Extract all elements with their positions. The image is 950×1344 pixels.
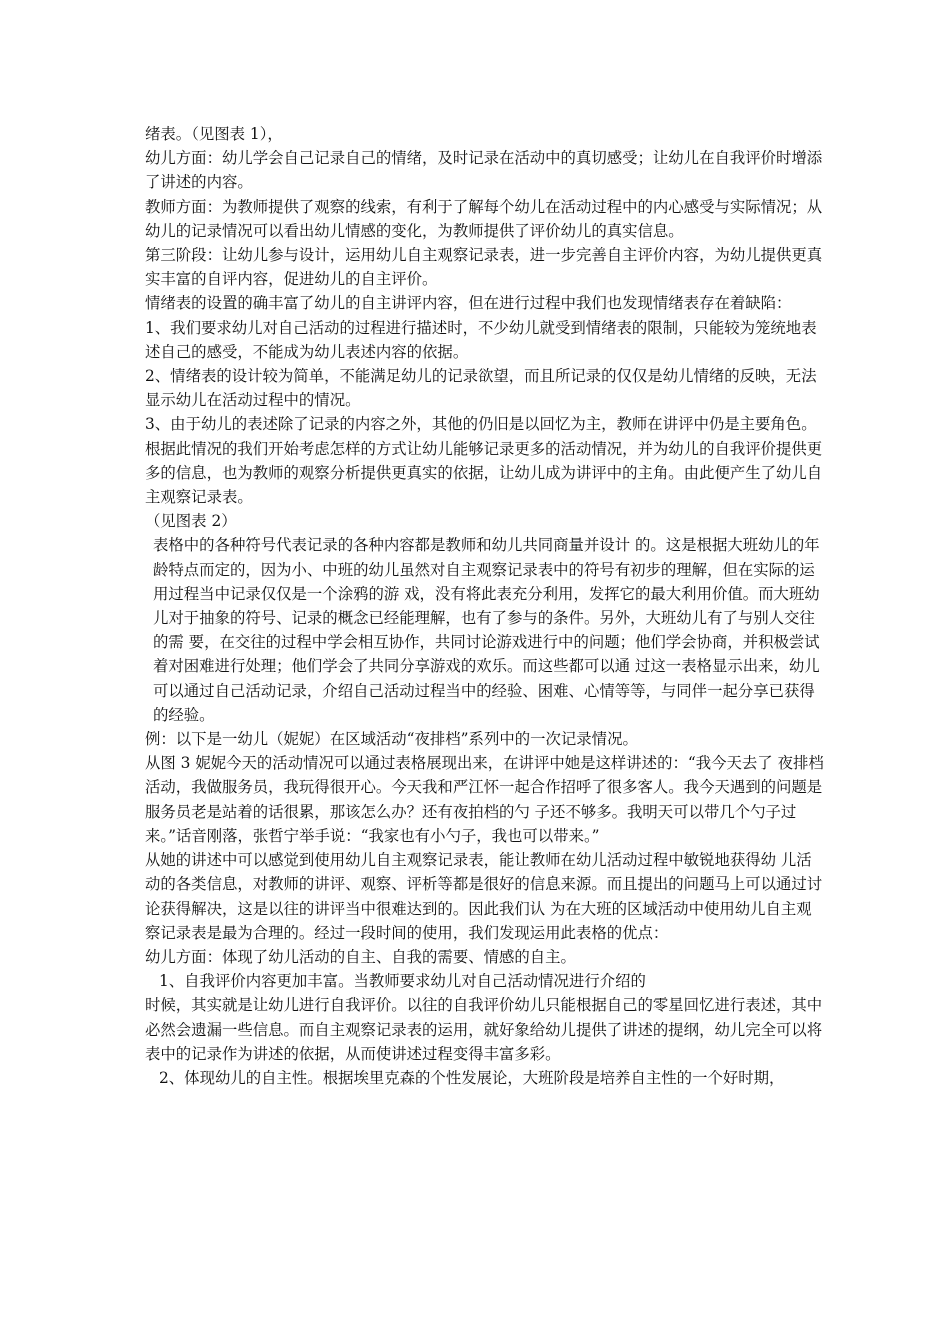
paragraph-9: 根据此情况的我们开始考虑怎样的方式让幼儿能够记录更多的活动情况，并为幼儿的自我评价提供更多的信息，也为教师的观察分析提供更真实的依据，让幼儿成为讲评中的主角。由此便产生了幼儿自主观察记录表。	[145, 439, 823, 507]
paragraph-16: 1、自我评价内容更加丰富。当教师要求幼儿对自己活动情况进行介绍的	[159, 972, 646, 991]
paragraph-1: 绪表。（见图表 1），	[145, 125, 283, 143]
paragraph-10: （见图表 2）	[145, 512, 237, 531]
paragraph-6: 1、我们要求幼儿对自己活动的过程进行描述时，不少幼儿就受到情绪表的限制，只能较为笼统地表述自己的感受，不能成为幼儿表述内容的依据。	[145, 318, 817, 361]
paragraph-5: 情绪表的设置的确丰富了幼儿的自主讲评内容，但在进行过程中我们也发现情绪表存在着缺陷：	[145, 294, 792, 313]
paragraph-2: 幼儿方面：幼儿学会自己记录自己的情绪，及时记录在活动中的真切感受；让幼儿在自我评价时增添了讲述的内容。	[145, 149, 823, 192]
paragraph-13: 从图 3 妮妮今天的活动情况可以通过表格展现出来，在讲评中她是这样讲述的：“我今天去了 夜排档活动，我做服务员，我玩得很开心。今天我和严江怀一起合作招呼了很多客人。我今天遇到的问题是服务员老是站着的话很累，那该怎么办？还有夜拍档的勺 子还不够多。我明天可以带几个勺子过来。”话音刚落，张哲宁举手说：“我家也有小勺子，我也可以带来。”	[145, 754, 824, 845]
document-page	[145, 122, 825, 1090]
paragraph-8: 3、由于幼儿的表述除了记录的内容之外，其他的仍旧是以回忆为主，教师在讲评中仍是主要角色。	[145, 415, 817, 434]
paragraph-4: 第三阶段：让幼儿参与设计，运用幼儿自主观察记录表，进一步完善自主评价内容，为幼儿提供更真实丰富的自评内容，促进幼儿的自主评价。	[145, 246, 823, 289]
paragraph-18: 2、体现幼儿的自主性。根据埃里克森的个性发展论，大班阶段是培养自主性的一个好时期，	[159, 1068, 785, 1087]
paragraph-12: 例：以下是一幼儿（妮妮）在区域活动“夜排档”系列中的一次记录情况。	[145, 730, 638, 749]
paragraph-3: 教师方面：为教师提供了观察的线索，有利于了解每个幼儿在活动过程中的内心感受与实际情况；从幼儿的记录情况可以看出幼儿情感的变化，为教师提供了评价幼儿的真实信息。	[145, 197, 823, 240]
paragraph-7: 2、情绪表的设计较为简单，不能满足幼儿的记录欲望，而且所记录的仅仅是幼儿情绪的反映，无法显示幼儿在活动过程中的情况。	[145, 367, 817, 410]
paragraph-14: 从她的讲述中可以感觉到使用幼儿自主观察记录表，能让教师在幼儿活动过程中敏锐地获得幼 儿活动的各类信息，对教师的讲评、观察、评析等都是很好的信息来源。而且提出的问题马上可以通过讨论获得解决，这是以往的讲评当中很难达到的。因此我们认 为在大班的区域活动中使用幼儿自主观察记录表是最为合理的。经过一段时间的使用，我们发现运用此表格的优点：	[145, 851, 823, 942]
paragraph-15: 幼儿方面：体现了幼儿活动的自主、自我的需要、情感的自主。	[145, 947, 576, 966]
paragraph-11: 表格中的各种符号代表记录的各种内容都是教师和幼儿共同商量并设计 的。这是根据大班幼儿的年龄特点而定的，因为小、中班的幼儿虽然对自主观察记录表中的符号有初步的理解，但在实际的运用过程当中记录仅仅是一个涂鸦的游 戏，没有将此表充分利用，发挥它的最大利用价值。而大班幼儿对于抽象的符号、记录的概念已经能理解，也有了参与的条件。另外，大班幼儿有了与别人交往的需 要，在交往的过程中学会相互协作，共同讨论游戏进行中的问题；他们学会协商，并积极尝试着对困难进行处理；他们学会了共同分享游戏的欢乐。而这些都可以通 过这一表格显示出来，幼儿可以通过自己活动记录，介绍自己活动过程当中的经验、困难、心情等等，与同伴一起分享已获得的经验。	[153, 536, 820, 724]
paragraph-17: 时候，其实就是让幼儿进行自我评价。以往的自我评价幼儿只能根据自己的零星回忆进行表述，其中必然会遗漏一些信息。而自主观察记录表的运用，就好象给幼儿提供了讲述的提纲，幼儿完全可以将表中的记录作为讲述的依据，从而使讲述过程变得丰富多彩。	[145, 996, 823, 1063]
